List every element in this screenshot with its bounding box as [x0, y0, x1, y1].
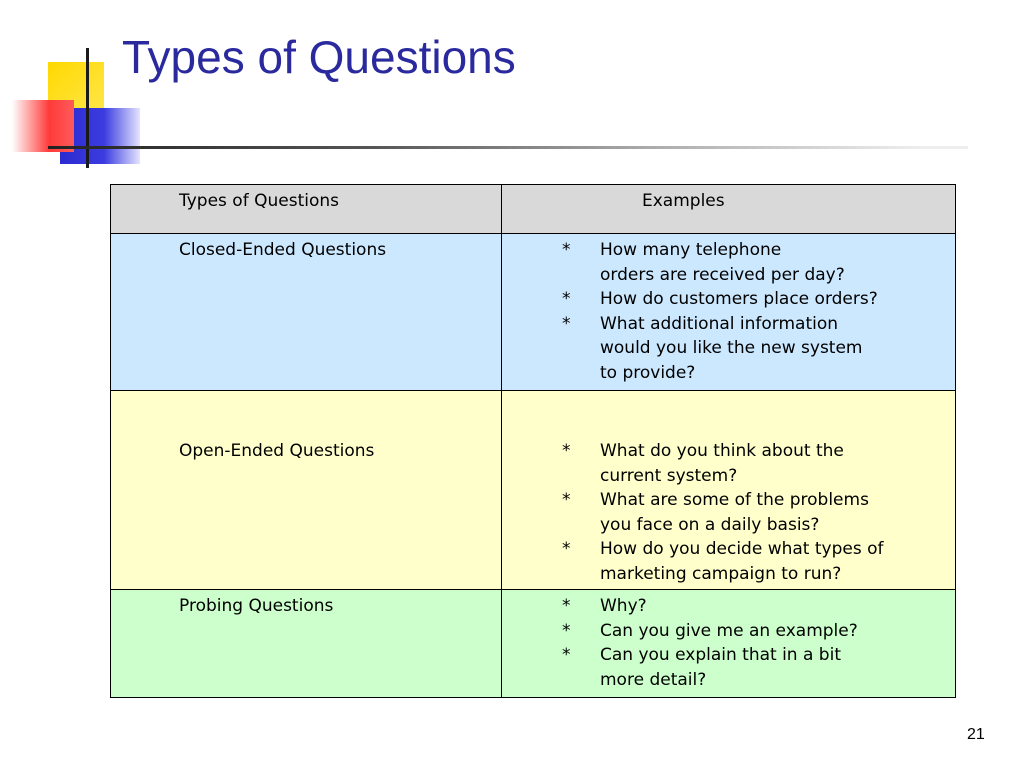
- table-row-closed-ended: [111, 234, 956, 391]
- example-text: What do you think about the current system?: [600, 441, 844, 486]
- bullet-marker: *: [562, 240, 571, 260]
- decor-vertical-line: [86, 48, 89, 168]
- bullet-marker: *: [562, 313, 571, 334]
- example-item: [562, 619, 955, 644]
- table-row-open-ended: [111, 391, 956, 590]
- bullet-marker: *: [562, 620, 571, 641]
- question-types-table: [110, 184, 956, 698]
- header-types: [111, 185, 502, 234]
- bullet-marker: *: [562, 289, 571, 309]
- bullet-marker: *: [562, 441, 571, 461]
- type-cell: [111, 590, 502, 698]
- bullet-marker: *: [562, 596, 571, 616]
- examples-cell: [502, 590, 956, 698]
- example-text: How do you decide what types of marketing campaign to run?: [600, 539, 884, 584]
- type-label: Open-Ended Questions: [179, 441, 375, 461]
- examples-cell: [502, 391, 956, 590]
- example-text: What additional information would you like the new system to provide?: [600, 313, 863, 383]
- cell-padding: [111, 391, 501, 463]
- example-item: [562, 238, 955, 287]
- type-label: Probing Questions: [179, 596, 334, 616]
- example-item: [562, 594, 955, 619]
- decor-red-square: [12, 100, 74, 152]
- examples-list: [502, 435, 955, 586]
- example-text: Can you give me an example?: [600, 620, 858, 641]
- example-item: [562, 439, 955, 488]
- example-text: Why?: [600, 596, 647, 616]
- example-item: [562, 312, 955, 386]
- example-item: [562, 643, 955, 692]
- examples-cell: [502, 234, 956, 391]
- cell-padding: [502, 391, 955, 586]
- examples-list: [502, 234, 955, 385]
- title-underline: [48, 146, 968, 149]
- bullet-marker: *: [562, 490, 571, 510]
- header-types-label: Types of Questions: [179, 191, 339, 211]
- page-number: 21: [967, 726, 985, 743]
- type-cell: [111, 391, 502, 590]
- example-item: [562, 488, 955, 537]
- example-item: [562, 287, 955, 312]
- header-examples: [502, 185, 956, 234]
- type-label: Closed-Ended Questions: [179, 240, 387, 260]
- table-header-row: [111, 185, 956, 234]
- examples-list: [502, 590, 955, 692]
- header-examples-label: Examples: [642, 191, 725, 211]
- bullet-marker: *: [562, 539, 571, 559]
- example-text: How do customers place orders?: [600, 289, 878, 309]
- example-item: [562, 537, 955, 586]
- bullet-marker: *: [562, 645, 571, 665]
- example-text: Can you explain that in a bit more detail?: [600, 645, 841, 690]
- example-text: How many telephone orders are received per day?: [600, 240, 845, 285]
- slide-title: Types of Questions: [122, 31, 516, 83]
- type-cell: [111, 234, 502, 391]
- example-text: What are some of the problems you face on a daily basis?: [600, 490, 869, 535]
- table-row-probing: [111, 590, 956, 698]
